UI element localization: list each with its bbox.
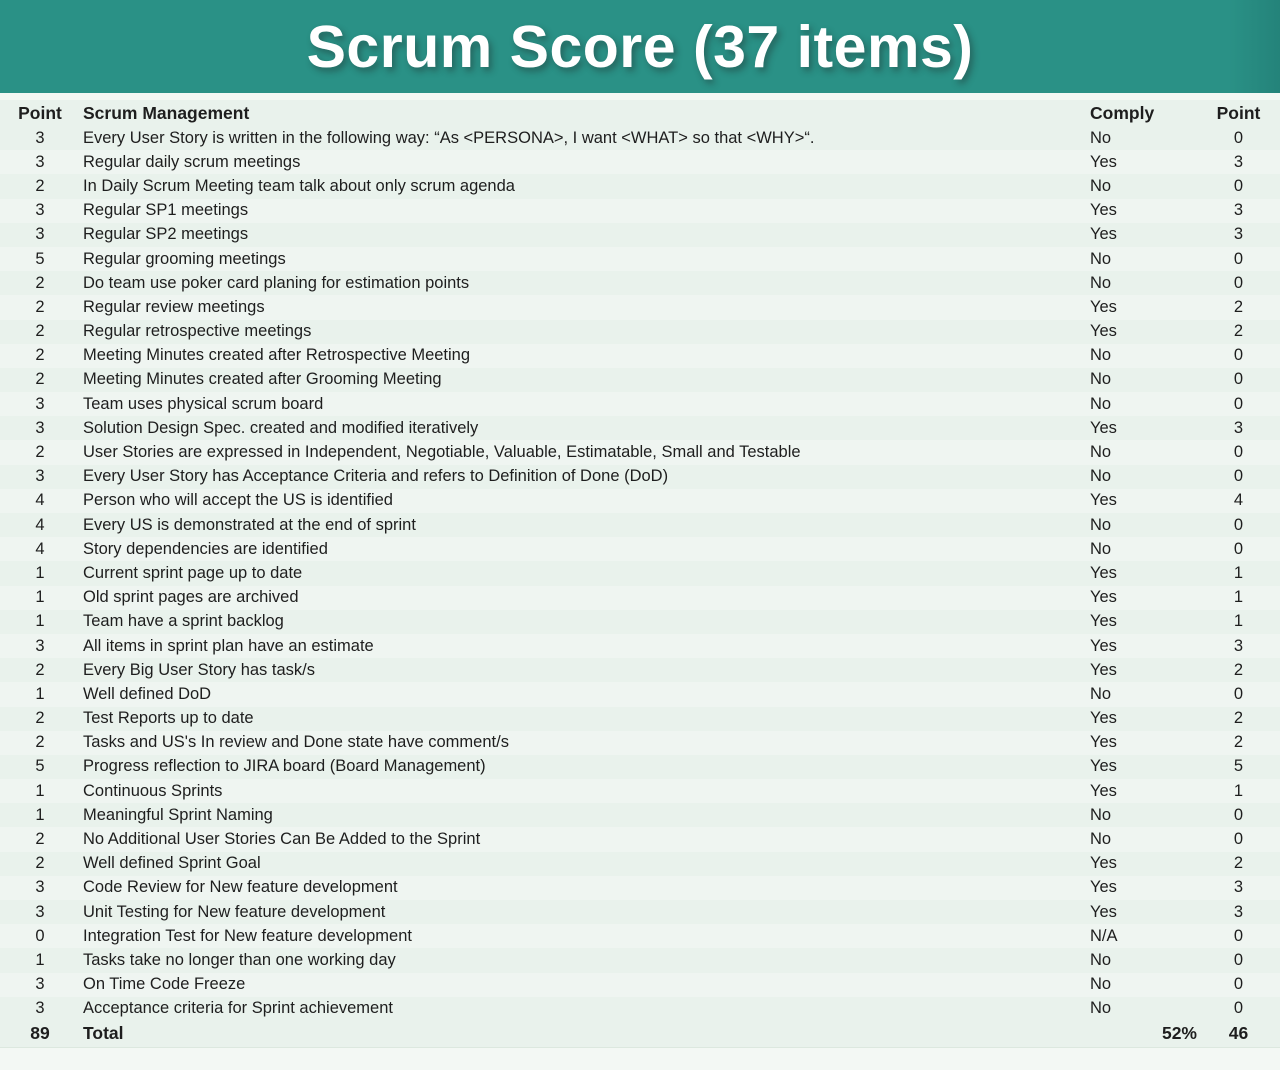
table-row xyxy=(0,295,1280,319)
row-item-label: Regular SP1 meetings xyxy=(83,201,249,220)
table-row xyxy=(0,852,1280,876)
row-item-label: User Stories are expressed in Independent, Negotiable, Valuable, Estimatable, Small and Testable xyxy=(83,443,801,462)
row-comply-value: Yes xyxy=(1090,201,1117,220)
row-earned-value: 0 xyxy=(1233,975,1244,994)
header-comply: Comply xyxy=(1090,102,1155,123)
row-comply-value: Yes xyxy=(1090,297,1117,316)
row-earned-value: 1 xyxy=(1233,612,1244,631)
table-row xyxy=(0,465,1280,489)
row-comply-value: No xyxy=(1090,467,1112,486)
row-comply-value: Yes xyxy=(1090,636,1117,655)
row-item-label: All items in sprint plan have an estimate xyxy=(83,636,374,655)
row-comply-value: No xyxy=(1090,539,1112,558)
table-row xyxy=(0,924,1280,948)
row-comply-value: No xyxy=(1090,443,1112,462)
row-item-label: Team have a sprint backlog xyxy=(83,612,284,631)
row-comply-value: Yes xyxy=(1090,563,1117,582)
row-earned-value: 3 xyxy=(1233,225,1244,244)
table-row xyxy=(0,731,1280,755)
row-point-value: 3 xyxy=(35,878,45,897)
table-row xyxy=(0,948,1280,972)
row-earned-value: 2 xyxy=(1233,297,1244,316)
row-point-value: 3 xyxy=(35,152,45,171)
table-row xyxy=(0,344,1280,368)
row-point-value: 3 xyxy=(35,467,45,486)
header-point-left: Point xyxy=(18,102,62,123)
row-comply-value: Yes xyxy=(1090,660,1117,679)
row-earned-value: 0 xyxy=(1233,394,1244,413)
row-earned-value: 3 xyxy=(1233,201,1244,220)
row-earned-value: 2 xyxy=(1233,854,1244,873)
table-row xyxy=(0,440,1280,464)
row-earned-value: 0 xyxy=(1233,805,1244,824)
table-row xyxy=(0,271,1280,295)
table-row xyxy=(0,416,1280,440)
row-item-label: Regular review meetings xyxy=(83,297,265,316)
row-comply-value: No xyxy=(1090,999,1112,1018)
row-item-label: Integration Test for New feature development xyxy=(83,926,412,945)
row-item-label: Progress reflection to JIRA board (Board Management) xyxy=(83,757,486,776)
row-earned-value: 2 xyxy=(1233,660,1244,679)
row-comply-value: Yes xyxy=(1090,418,1117,437)
row-earned-value: 0 xyxy=(1233,176,1244,195)
table-row xyxy=(0,707,1280,731)
table-row xyxy=(0,779,1280,803)
row-item-label: Meeting Minutes created after Retrospective Meeting xyxy=(83,346,471,365)
table-row xyxy=(0,150,1280,174)
row-earned-value: 0 xyxy=(1233,128,1244,147)
row-point-value: 3 xyxy=(35,394,45,413)
header-point-right: Point xyxy=(1216,102,1261,123)
row-point-value: 2 xyxy=(35,370,45,389)
table-row xyxy=(0,973,1280,997)
row-item-label: Regular grooming meetings xyxy=(83,249,286,268)
table-row xyxy=(0,174,1280,198)
table-row xyxy=(0,586,1280,610)
table-row xyxy=(0,682,1280,706)
row-item-label: No Additional User Stories Can Be Added to the Sprint xyxy=(83,830,481,849)
row-comply-value: Yes xyxy=(1090,757,1117,776)
row-earned-value: 5 xyxy=(1233,757,1244,776)
table-row xyxy=(0,199,1280,223)
row-earned-value: 0 xyxy=(1233,830,1244,849)
table-row xyxy=(0,610,1280,634)
row-item-label: Meeting Minutes created after Grooming Meeting xyxy=(83,370,442,389)
row-comply-value: Yes xyxy=(1090,491,1117,510)
row-item-label: Every US is demonstrated at the end of sprint xyxy=(83,515,416,534)
table-row xyxy=(0,876,1280,900)
row-point-value: 3 xyxy=(35,902,45,921)
row-earned-value: 0 xyxy=(1233,999,1244,1018)
row-item-label: On Time Code Freeze xyxy=(83,975,246,994)
table-row xyxy=(0,900,1280,924)
row-comply-value: No xyxy=(1090,515,1112,534)
row-point-value: 2 xyxy=(35,322,45,341)
row-point-value: 1 xyxy=(35,950,45,969)
row-item-label: Tasks take no longer than one working day xyxy=(83,950,396,969)
row-earned-value: 0 xyxy=(1233,515,1244,534)
row-earned-value: 1 xyxy=(1233,588,1244,607)
row-comply-value: No xyxy=(1090,805,1112,824)
row-point-value: 1 xyxy=(35,563,45,582)
table-row xyxy=(0,320,1280,344)
row-point-value: 1 xyxy=(35,612,45,631)
row-item-label: Do team use poker card planing for estimation points xyxy=(83,273,470,292)
row-point-value: 2 xyxy=(35,443,45,462)
row-item-label: Unit Testing for New feature development xyxy=(83,902,386,921)
row-earned-value: 1 xyxy=(1233,563,1244,582)
banner-divider xyxy=(0,93,1280,100)
row-item-label: Solution Design Spec. created and modified iteratively xyxy=(83,418,479,437)
table-row xyxy=(0,634,1280,658)
table-row xyxy=(0,126,1280,150)
table-row xyxy=(0,537,1280,561)
row-item-label: Regular daily scrum meetings xyxy=(83,152,301,171)
row-comply-value: Yes xyxy=(1090,878,1117,897)
row-comply-value: No xyxy=(1090,249,1112,268)
row-comply-value: Yes xyxy=(1090,612,1117,631)
row-comply-value: Yes xyxy=(1090,152,1117,171)
table-row xyxy=(0,513,1280,537)
row-item-label: Every Big User Story has task/s xyxy=(83,660,315,679)
row-comply-value: No xyxy=(1090,394,1112,413)
row-item-label: Tasks and US's In review and Done state have comment/s xyxy=(83,733,509,752)
table-row xyxy=(0,997,1280,1021)
header-scrum-management: Scrum Management xyxy=(83,102,250,123)
row-item-label: Well defined Sprint Goal xyxy=(83,854,261,873)
row-earned-value: 0 xyxy=(1233,684,1244,703)
row-comply-value: No xyxy=(1090,346,1112,365)
row-point-value: 3 xyxy=(35,636,45,655)
total-possible-points: 89 xyxy=(30,1023,50,1044)
row-item-label: Continuous Sprints xyxy=(83,781,223,800)
row-point-value: 2 xyxy=(35,273,45,292)
row-earned-value: 0 xyxy=(1233,370,1244,389)
row-point-value: 2 xyxy=(35,660,45,679)
row-earned-value: 3 xyxy=(1233,636,1244,655)
row-point-value: 2 xyxy=(35,733,45,752)
table-row xyxy=(0,368,1280,392)
row-earned-value: 0 xyxy=(1233,273,1244,292)
total-comply-percent: 52% xyxy=(1161,1023,1197,1044)
table-row xyxy=(0,247,1280,271)
row-item-label: Team uses physical scrum board xyxy=(83,394,324,413)
row-point-value: 1 xyxy=(35,684,45,703)
row-item-label: Code Review for New feature development xyxy=(83,878,398,897)
row-earned-value: 0 xyxy=(1233,950,1244,969)
row-point-value: 5 xyxy=(35,249,45,268)
row-comply-value: Yes xyxy=(1090,225,1117,244)
row-item-label: Regular retrospective meetings xyxy=(83,322,312,341)
row-item-label: Old sprint pages are archived xyxy=(83,588,299,607)
row-point-value: 1 xyxy=(35,805,45,824)
row-point-value: 2 xyxy=(35,709,45,728)
row-item-label: Person who will accept the US is identified xyxy=(83,491,393,510)
row-comply-value: No xyxy=(1090,950,1112,969)
row-earned-value: 0 xyxy=(1233,467,1244,486)
total-earned-points: 46 xyxy=(1228,1023,1249,1044)
row-earned-value: 0 xyxy=(1233,249,1244,268)
table-total-row xyxy=(0,1021,1280,1047)
row-comply-value: Yes xyxy=(1090,733,1117,752)
row-comply-value: No xyxy=(1090,128,1112,147)
row-earned-value: 2 xyxy=(1233,709,1244,728)
row-comply-value: No xyxy=(1090,684,1112,703)
row-item-label: In Daily Scrum Meeting team talk about only scrum agenda xyxy=(83,176,515,195)
row-comply-value: Yes xyxy=(1090,322,1117,341)
row-comply-value: Yes xyxy=(1090,709,1117,728)
row-item-label: Acceptance criteria for Sprint achievement xyxy=(83,999,393,1018)
table-row xyxy=(0,658,1280,682)
table-row xyxy=(0,489,1280,513)
row-earned-value: 0 xyxy=(1233,539,1244,558)
row-earned-value: 1 xyxy=(1233,781,1244,800)
row-earned-value: 2 xyxy=(1233,322,1244,341)
table-header-row xyxy=(0,100,1280,126)
row-point-value: 3 xyxy=(35,201,45,220)
row-point-value: 4 xyxy=(35,515,45,534)
bottom-margin-strip xyxy=(0,1047,1280,1070)
row-earned-value: 3 xyxy=(1233,878,1244,897)
row-point-value: 2 xyxy=(35,176,45,195)
row-point-value: 4 xyxy=(35,491,45,510)
table-row xyxy=(0,827,1280,851)
row-item-label: Meaningful Sprint Naming xyxy=(83,805,273,824)
row-earned-value: 3 xyxy=(1233,152,1244,171)
row-comply-value: Yes xyxy=(1090,902,1117,921)
row-earned-value: 0 xyxy=(1233,443,1244,462)
total-label: Total xyxy=(83,1023,124,1044)
row-point-value: 1 xyxy=(35,588,45,607)
row-earned-value: 0 xyxy=(1233,926,1244,945)
row-comply-value: Yes xyxy=(1090,781,1117,800)
table-row xyxy=(0,223,1280,247)
row-item-label: Well defined DoD xyxy=(83,684,212,703)
row-comply-value: Yes xyxy=(1090,588,1117,607)
scrum-score-table xyxy=(0,100,1280,1047)
row-comply-value: N/A xyxy=(1090,926,1118,945)
row-point-value: 2 xyxy=(35,297,45,316)
row-earned-value: 3 xyxy=(1233,902,1244,921)
row-point-value: 2 xyxy=(35,830,45,849)
row-point-value: 2 xyxy=(35,346,45,365)
row-comply-value: No xyxy=(1090,975,1112,994)
table-row xyxy=(0,561,1280,585)
row-earned-value: 0 xyxy=(1233,346,1244,365)
row-point-value: 3 xyxy=(35,975,45,994)
table-row xyxy=(0,392,1280,416)
table-row xyxy=(0,755,1280,779)
page-title: Scrum Score (37 items) xyxy=(306,13,974,80)
row-item-label: Story dependencies are identified xyxy=(83,539,328,558)
row-item-label: Every User Story is written in the following way: “As <PERSONA>, I want <WHAT> so that <WHY>“. xyxy=(83,128,815,147)
table-body xyxy=(0,126,1280,1021)
row-comply-value: No xyxy=(1090,176,1112,195)
row-item-label: Regular SP2 meetings xyxy=(83,225,249,244)
row-item-label: Test Reports up to date xyxy=(83,709,254,728)
row-item-label: Current sprint page up to date xyxy=(83,563,303,582)
row-point-value: 5 xyxy=(35,757,45,776)
row-earned-value: 4 xyxy=(1233,491,1244,510)
row-point-value: 2 xyxy=(35,854,45,873)
row-comply-value: No xyxy=(1090,370,1112,389)
row-point-value: 3 xyxy=(35,128,45,147)
row-earned-value: 2 xyxy=(1233,733,1244,752)
row-comply-value: Yes xyxy=(1090,854,1117,873)
row-point-value: 3 xyxy=(35,418,45,437)
title-banner xyxy=(0,0,1280,93)
row-comply-value: No xyxy=(1090,830,1112,849)
row-comply-value: No xyxy=(1090,273,1112,292)
row-point-value: 0 xyxy=(35,926,45,945)
row-earned-value: 3 xyxy=(1233,418,1244,437)
row-point-value: 1 xyxy=(35,781,45,800)
row-item-label: Every User Story has Acceptance Criteria and refers to Definition of Done (DoD) xyxy=(83,467,669,486)
row-point-value: 3 xyxy=(35,999,45,1018)
row-point-value: 3 xyxy=(35,225,45,244)
row-point-value: 4 xyxy=(35,539,45,558)
table-row xyxy=(0,803,1280,827)
